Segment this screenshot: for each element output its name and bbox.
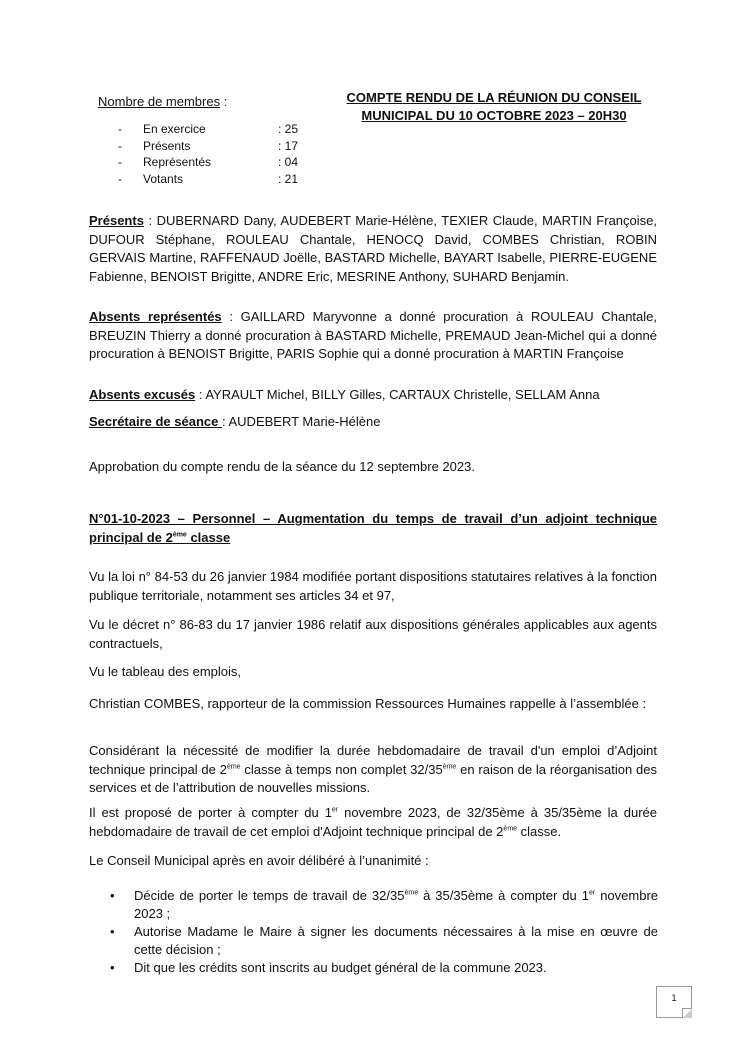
list-item — [110, 923, 658, 958]
secretary-label: Secrétaire de séance — [89, 414, 222, 429]
proposition-paragraph — [89, 804, 657, 841]
bullet-icon: • — [110, 924, 115, 939]
bullet-icon: • — [110, 960, 115, 975]
conseil-paragraph: Le Conseil Municipal après en avoir délibéré à l’unanimité : — [89, 853, 429, 868]
proposition-sup: er — [331, 806, 339, 814]
deliberation-title — [89, 510, 657, 547]
vu-decret-paragraph: Vu le décret n° 86-83 du 17 janvier 1986 relatif aux dispositions générales applicables aux agents contractuels, — [89, 617, 657, 651]
bullet-icon: • — [110, 888, 115, 903]
members-title-label: Nombre de membres — [98, 94, 221, 109]
proposition-text-b: novembre 2023, de 32/35ème à 35/35ème la durée hebdomadaire de travail de cet emploi d'Adjoint technique principal de 2 — [89, 805, 657, 839]
presents-label: Présents — [89, 213, 144, 228]
page-number-box — [656, 986, 692, 1018]
excused-label: Absents excusés — [89, 387, 196, 402]
members-label: Présents — [143, 138, 191, 153]
report-title-line2: MUNICIPAL DU 10 OCTOBRE 2023 – 20H30 — [361, 107, 627, 123]
decision-text: Décide de porter le temps de travail de 32/35ème à 35/35ème à compter du 1er novembre 2023 ; — [134, 888, 659, 921]
proposition-text-c: classe. — [517, 823, 562, 839]
approval-paragraph: Approbation du compte rendu de la séance du 12 septembre 2023. — [89, 459, 475, 474]
members-row: - Représentés : 04 — [118, 155, 299, 169]
considerant-sup: ème — [226, 763, 241, 771]
rapporteur-paragraph: Christian COMBES, rapporteur de la commission Ressources Humaines rappelle à l’assemblée : — [89, 696, 647, 711]
members-label: Représentés — [143, 155, 212, 169]
deliberation-title-sup: ème — [172, 531, 187, 539]
members-list — [118, 121, 298, 187]
represented-paragraph — [89, 308, 657, 364]
members-value: : 25 — [278, 122, 299, 136]
presents-paragraph — [89, 212, 657, 286]
page-fold-icon — [682, 1008, 692, 1018]
proposition-text-a: Il est proposé de porter à compter du 1 — [89, 805, 332, 820]
page-number: 1 — [671, 993, 677, 1003]
decision-text: Autorise Madame le Maire à signer les documents nécessaires à la mise en œuvre de cette décision ; — [134, 924, 658, 957]
members-value: : 04 — [278, 155, 299, 169]
vu-loi-paragraph: Vu la loi n° 84-53 du 26 janvier 1984 modifiée portant dispositions statutaires relatives à la fonction publique territoriale, notamment ses articles 34 et 97, — [89, 569, 657, 603]
considerant-sup: ème — [442, 763, 457, 771]
members-value: : 17 — [278, 138, 299, 153]
list-item — [110, 887, 658, 922]
deliberation-title-end: classe — [186, 529, 231, 545]
decision-list — [110, 887, 658, 978]
members-title-colon: : — [220, 94, 228, 109]
members-label: Votants — [143, 171, 184, 186]
secretary-text: : AUDEBERT Marie-Hélène — [221, 414, 381, 429]
considerant-text-c: en raison de la réorganisation des services et de l’attribution de nouvelles missions. — [89, 761, 657, 795]
vu-tableau-paragraph: Vu le tableau des emplois, — [89, 664, 242, 679]
excused-paragraph — [89, 386, 657, 405]
presents-text: : DUBERNARD Dany, AUDEBERT Marie-Hélène, TEXIER Claude, MARTIN Françoise, DUFOUR Stéphane, ROULEAU Chantale, HENOCQ David, COMBES Christian, ROBIN GERVAIS Martine, RAFFENAUD Joëlle, BASTARD Michelle, BAYART Isabelle, PIERRE-EUGENE Fabienne, BENOIST Brigitte, ANDRE Eric, MESRINE Anthony, SUHARD Benjamin. — [89, 213, 657, 284]
report-title — [334, 89, 654, 124]
members-row: - En exercice : 25 — [118, 122, 299, 136]
members-label: En exercice — [143, 122, 206, 136]
proposition-sup: ème — [503, 825, 518, 833]
deliberation-title-text: N°01-10-2023 – Personnel – Augmentation du temps de travail d’un adjoint technique principal de 2 — [89, 511, 657, 545]
members-value: : 21 — [278, 171, 299, 186]
secretary-paragraph — [89, 413, 657, 432]
excused-text: : AYRAULT Michel, BILLY Gilles, CARTAUX Christelle, SELLAM Anna — [195, 387, 600, 402]
list-item — [110, 959, 658, 977]
considerant-paragraph — [89, 742, 657, 798]
considerant-text-a: Considérant la nécessité de modifier la durée hebdomadaire de travail d'un emploi d’Adjoint technique principal de 2 — [89, 743, 657, 777]
members-title — [98, 94, 227, 109]
members-row: - Présents : 17 — [118, 138, 299, 153]
considerant-text-b: classe à temps non complet 32/35 — [240, 761, 443, 777]
report-title-line1: COMPTE RENDU DE LA RÉUNION DU CONSEIL — [346, 90, 642, 105]
members-row: - Votants : 21 — [118, 171, 299, 186]
decision-text: Dit que les crédits sont inscrits au budget général de la commune 2023. — [134, 960, 547, 975]
represented-label: Absents représentés — [89, 309, 222, 324]
represented-text: : GAILLARD Maryvonne a donné procuration à ROULEAU Chantale, BREUZIN Thierry a donné procuration à BASTARD Michelle, PREMAUD Jean-Michel qui a donné procuration à BENOIST Brigitte, PARIS Sophie qui a donné procuration à MARTIN Françoise — [89, 309, 657, 361]
